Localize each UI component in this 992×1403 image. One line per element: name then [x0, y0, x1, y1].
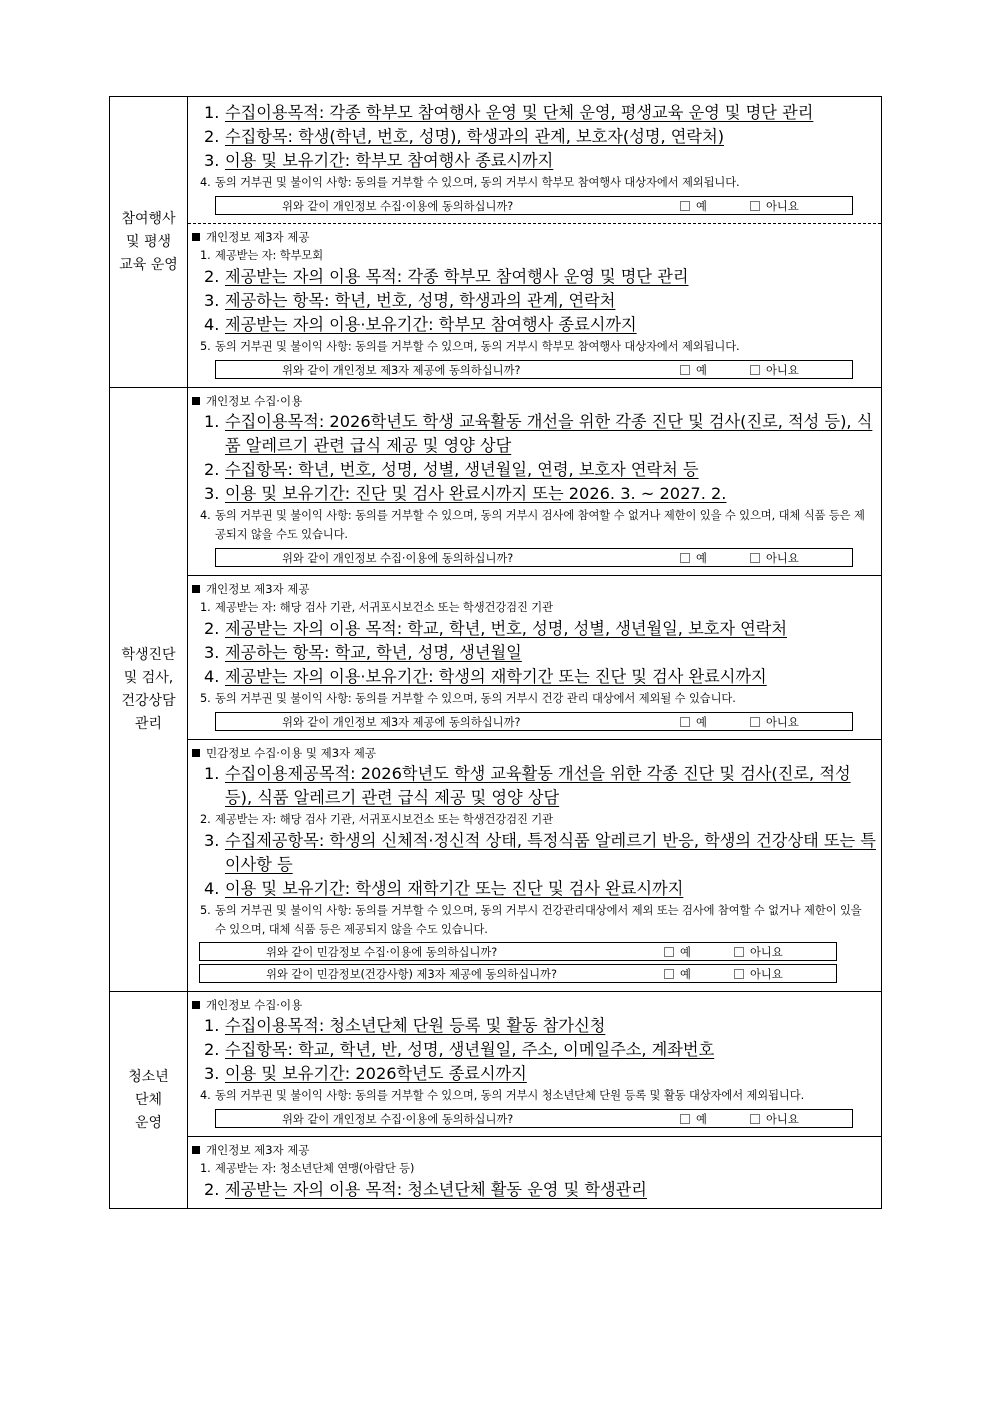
consent-box: [215, 360, 853, 379]
key-item: [192, 101, 877, 125]
yes-label: 예: [696, 1112, 707, 1126]
key-item: [192, 410, 877, 458]
key-item: [192, 1038, 877, 1062]
form-row: [110, 992, 882, 1209]
yes-checkbox[interactable]: [680, 198, 750, 214]
item-number: 2.: [200, 813, 211, 826]
item-text: 수집이용목적: 청소년단체 단원 등록 및 활동 참가신청: [225, 1016, 606, 1035]
square-bullet-icon: [192, 233, 200, 241]
item-text-wrapper: [225, 267, 688, 286]
item-text-wrapper: [225, 1180, 647, 1199]
item-text: 제공받는 자: 학부모회: [215, 249, 324, 262]
no-checkbox[interactable]: [750, 198, 852, 214]
item-text: 이용 및 보유기간: 진단 및 검사 완료시까지 또는 2026. 3. ~ 2027. 2.: [225, 484, 727, 503]
item-text-wrapper: [225, 1016, 605, 1035]
checkbox-icon[interactable]: [750, 1114, 760, 1124]
checkbox-icon[interactable]: [680, 553, 690, 563]
item-text: 수집항목: 학교, 학년, 반, 성명, 생년월일, 주소, 이메일주소, 계좌번호: [225, 1040, 715, 1059]
item-text: 수집이용제공목적: 2026학년도 학생 교육활동 개선을 위한 각종 진단 및 검사(진로, 적성 등), 식품 알레르기 관련 급식 제공 및 영양 상담: [225, 764, 851, 807]
section-heading-text: 개인정보 수집·이용: [206, 998, 303, 1012]
item-text-wrapper: [225, 151, 553, 170]
key-item: [192, 1062, 877, 1086]
key-item: [192, 877, 877, 901]
square-bullet-icon: [192, 585, 200, 593]
yes-checkbox[interactable]: [664, 944, 734, 960]
note-item: [192, 810, 877, 829]
item-number: 3.: [204, 484, 220, 503]
section-heading-text: 민감정보 수집·이용 및 제3자 제공: [206, 746, 377, 760]
yes-label: 예: [680, 945, 691, 959]
item-text-wrapper: [225, 619, 787, 638]
yes-checkbox[interactable]: [664, 966, 734, 982]
item-number: 1.: [204, 412, 220, 431]
item-text: 수집이용목적: 각종 학부모 참여행사 운영 및 단체 운영, 평생교육 운영 및 명단 관리: [225, 103, 814, 122]
category-label: 청소년 단체 운영: [110, 992, 188, 1209]
consent-section: [188, 1136, 881, 1208]
item-text-wrapper: [225, 879, 683, 898]
item-text: 제공받는 자의 이용 목적: 청소년단체 활동 운영 및 학생관리: [225, 1180, 647, 1199]
item-number: 3.: [204, 151, 220, 170]
yes-checkbox[interactable]: [680, 362, 750, 378]
yes-label: 예: [680, 967, 691, 981]
item-text: 동의 거부권 및 불이익 사항: 동의를 거부할 수 있으며, 동의 거부시 건강 관리 대상에서 제외될 수 있습니다.: [215, 692, 736, 705]
consent-box: [215, 196, 853, 215]
key-item: [192, 149, 877, 173]
note-item: [192, 598, 877, 617]
consent-box: [199, 964, 837, 983]
note-item: [192, 689, 877, 708]
item-text: 수집항목: 학년, 번호, 성명, 성별, 생년월일, 연령, 보호자 연락처 등: [225, 460, 699, 479]
item-number: 4.: [200, 176, 211, 189]
checkbox-icon[interactable]: [750, 553, 760, 563]
item-number: 1.: [200, 249, 211, 262]
yes-label: 예: [696, 199, 707, 213]
checkbox-icon[interactable]: [734, 947, 744, 957]
category-label: 학생진단 및 검사, 건강상담 관리: [110, 388, 188, 992]
item-text-wrapper: [225, 1064, 527, 1083]
checkbox-icon[interactable]: [680, 717, 690, 727]
consent-question: 위와 같이 개인정보 수집·이용에 동의하십니까?: [282, 1112, 514, 1126]
section-heading: [192, 996, 877, 1014]
item-text: 수집제공항목: 학생의 신체적·정신적 상태, 특정식품 알레르기 반응, 학생의 건강상태 또는 특이사항 등: [225, 831, 876, 874]
item-number: 5.: [200, 904, 211, 917]
key-item: [192, 1014, 877, 1038]
no-checkbox[interactable]: [750, 714, 852, 730]
item-number: 3.: [204, 643, 220, 662]
square-bullet-icon: [192, 1001, 200, 1009]
item-text-wrapper: [225, 762, 877, 810]
item-number: 3.: [204, 831, 220, 850]
consent-section: [188, 223, 881, 387]
item-number: 2.: [204, 619, 220, 638]
item-text: 동의 거부권 및 불이익 사항: 동의를 거부할 수 있으며, 동의 거부시 청소년단체 단원 등록 및 활동 대상자에서 제외됩니다.: [215, 1089, 805, 1102]
checkbox-icon[interactable]: [664, 969, 674, 979]
no-checkbox[interactable]: [734, 944, 836, 960]
form-row: [110, 97, 882, 388]
item-text: 동의 거부권 및 불이익 사항: 동의를 거부할 수 있으며, 동의 거부시 검사에 참여할 수 없거나 제한이 있을 수 있으며, 대체 식품 등은 제공되지 않을 수도 있습니다.: [215, 509, 865, 541]
item-number: 4.: [200, 1089, 211, 1102]
checkbox-icon[interactable]: [750, 201, 760, 211]
item-text-wrapper: [225, 667, 767, 686]
key-item: [192, 829, 877, 877]
item-number: 1.: [204, 1016, 220, 1035]
checkbox-icon[interactable]: [750, 717, 760, 727]
yes-label: 예: [696, 363, 707, 377]
item-text: 수집항목: 학생(학년, 번호, 성명), 학생과의 관계, 보호자(성명, 연락처): [225, 127, 725, 146]
item-number: 2.: [204, 1040, 220, 1059]
item-text-wrapper: [225, 460, 699, 479]
item-text-wrapper: [225, 291, 615, 310]
item-text-wrapper: [225, 410, 877, 458]
item-number: 1.: [200, 601, 211, 614]
no-label: 아니요: [766, 363, 799, 377]
consent-section: [188, 97, 881, 223]
section-heading: [192, 1141, 877, 1159]
consent-section: [188, 388, 881, 575]
consent-box: [215, 712, 853, 731]
note-item: [192, 1086, 877, 1105]
key-item: [192, 289, 877, 313]
item-text: 제공받는 자: 해당 검사 기관, 서귀포시보건소 또는 학생건강검진 기관: [215, 813, 553, 826]
key-item: [192, 313, 877, 337]
item-text: 제공받는 자의 이용 목적: 학교, 학년, 번호, 성명, 성별, 생년월일, 보호자 연락처: [225, 619, 788, 638]
consent-box: [199, 942, 837, 961]
consent-box: [215, 1109, 853, 1128]
item-text: 제공받는 자의 이용·보유기간: 학부모 참여행사 종료시까지: [225, 315, 637, 334]
key-item: [192, 1178, 877, 1202]
yes-checkbox[interactable]: [680, 714, 750, 730]
item-number: 2.: [204, 460, 220, 479]
item-text-wrapper: [225, 829, 877, 877]
note-item: [192, 246, 877, 265]
no-checkbox[interactable]: [734, 966, 836, 982]
item-text: 제공받는 자의 이용·보유기간: 학생의 재학기간 또는 진단 및 검사 완료시까지: [225, 667, 767, 686]
item-text: 제공받는 자의 이용 목적: 각종 학부모 참여행사 운영 및 명단 관리: [225, 267, 689, 286]
item-text-wrapper: [225, 1040, 714, 1059]
key-item: [192, 125, 877, 149]
item-text: 이용 및 보유기간: 학생의 재학기간 또는 진단 및 검사 완료시까지: [225, 879, 684, 898]
item-number: 2.: [204, 1180, 220, 1199]
no-checkbox[interactable]: [750, 1111, 852, 1127]
yes-checkbox[interactable]: [680, 550, 750, 566]
checkbox-icon[interactable]: [680, 201, 690, 211]
item-number: 2.: [204, 267, 220, 286]
item-number: 3.: [204, 1064, 220, 1083]
item-text: 동의 거부권 및 불이익 사항: 동의를 거부할 수 있으며, 동의 거부시 건강관리대상에서 제외 또는 검사에 참여할 수 없거나 제한이 있을 수 있으며, 대체 식품 등은 제공되지 않을 수도 있습니다.: [215, 904, 862, 936]
section-heading-text: 개인정보 제3자 제공: [206, 230, 310, 244]
key-item: [192, 665, 877, 689]
no-label: 아니요: [766, 551, 799, 565]
note-item: [192, 173, 877, 192]
item-number: 1.: [200, 1162, 211, 1175]
key-item: [192, 617, 877, 641]
item-text-wrapper: [225, 103, 813, 122]
consent-section: [188, 992, 881, 1136]
item-text: 제공하는 항목: 학년, 번호, 성명, 학생과의 관계, 연락처: [225, 291, 616, 310]
checkbox-icon[interactable]: [680, 365, 690, 375]
no-label: 아니요: [766, 199, 799, 213]
section-heading: [192, 744, 877, 762]
consent-section: [188, 575, 881, 739]
note-item: [192, 506, 877, 544]
consent-question: 위와 같이 개인정보 제3자 제공에 동의하십니까?: [282, 715, 521, 729]
item-text-wrapper: [225, 127, 724, 146]
category-content: [188, 992, 882, 1209]
item-number: 2.: [204, 127, 220, 146]
no-label: 아니요: [750, 967, 783, 981]
consent-section: [188, 739, 881, 991]
item-text: 제공받는 자: 해당 검사 기관, 서귀포시보건소 또는 학생건강검진 기관: [215, 601, 553, 614]
consent-question: 위와 같이 민감정보(건강사항) 제3자 제공에 동의하십니까?: [266, 967, 557, 981]
item-text: 동의 거부권 및 불이익 사항: 동의를 거부할 수 있으며, 동의 거부시 학부모 참여행사 대상자에서 제외됩니다.: [215, 340, 740, 353]
yes-label: 예: [696, 715, 707, 729]
section-heading: [192, 228, 877, 246]
no-label: 아니요: [766, 715, 799, 729]
yes-label: 예: [696, 551, 707, 565]
section-heading: [192, 580, 877, 598]
square-bullet-icon: [192, 1146, 200, 1154]
consent-box: [215, 548, 853, 567]
no-checkbox[interactable]: [750, 550, 852, 566]
no-label: 아니요: [750, 945, 783, 959]
no-checkbox[interactable]: [750, 362, 852, 378]
key-item: [192, 265, 877, 289]
section-heading: [192, 392, 877, 410]
item-number: 5.: [200, 340, 211, 353]
category-content: [188, 388, 882, 992]
category-content: [188, 97, 882, 388]
note-item: [192, 337, 877, 356]
category-label: 참여행사 및 평생 교육 운영: [110, 97, 188, 388]
checkbox-icon[interactable]: [734, 969, 744, 979]
checkbox-icon[interactable]: [750, 365, 760, 375]
yes-checkbox[interactable]: [680, 1111, 750, 1127]
key-item: [192, 762, 877, 810]
item-number: 4.: [204, 879, 220, 898]
checkbox-icon[interactable]: [680, 1114, 690, 1124]
item-text: 수집이용목적: 2026학년도 학생 교육활동 개선을 위한 각종 진단 및 검사(진로, 적성 등), 식품 알레르기 관련 급식 제공 및 영양 상담: [225, 412, 873, 455]
square-bullet-icon: [192, 397, 200, 405]
consent-question: 위와 같이 민감정보 수집·이용에 동의하십니까?: [266, 945, 498, 959]
note-item: [192, 1159, 877, 1178]
key-item: [192, 482, 877, 506]
item-number: 1.: [204, 764, 220, 783]
section-heading-text: 개인정보 제3자 제공: [206, 1143, 310, 1157]
item-text: 동의 거부권 및 불이익 사항: 동의를 거부할 수 있으며, 동의 거부시 학부모 참여행사 대상자에서 제외됩니다.: [215, 176, 740, 189]
item-number: 4.: [200, 509, 211, 522]
item-text: 제공하는 항목: 학교, 학년, 성명, 생년월일: [225, 643, 522, 662]
key-item: [192, 458, 877, 482]
no-label: 아니요: [766, 1112, 799, 1126]
item-number: 4.: [204, 667, 220, 686]
section-heading-text: 개인정보 제3자 제공: [206, 582, 310, 596]
consent-question: 위와 같이 개인정보 제3자 제공에 동의하십니까?: [282, 363, 521, 377]
form-row: [110, 388, 882, 992]
item-number: 5.: [200, 692, 211, 705]
item-number: 3.: [204, 291, 220, 310]
item-text-wrapper: [225, 484, 726, 503]
item-number: 1.: [204, 103, 220, 122]
item-number: 4.: [204, 315, 220, 334]
item-text: 제공받는 자: 청소년단체 연맹(아람단 등): [215, 1162, 415, 1175]
item-text-wrapper: [225, 643, 522, 662]
item-text: 이용 및 보유기간: 2026학년도 종료시까지: [225, 1064, 527, 1083]
note-item: [192, 901, 877, 939]
item-text: 이용 및 보유기간: 학부모 참여행사 종료시까지: [225, 151, 554, 170]
consent-question: 위와 같이 개인정보 수집·이용에 동의하십니까?: [282, 199, 514, 213]
consent-question: 위와 같이 개인정보 수집·이용에 동의하십니까?: [282, 551, 514, 565]
item-text-wrapper: [225, 315, 637, 334]
section-heading-text: 개인정보 수집·이용: [206, 394, 303, 408]
square-bullet-icon: [192, 749, 200, 757]
checkbox-icon[interactable]: [664, 947, 674, 957]
key-item: [192, 641, 877, 665]
consent-form-table: [109, 96, 882, 1209]
